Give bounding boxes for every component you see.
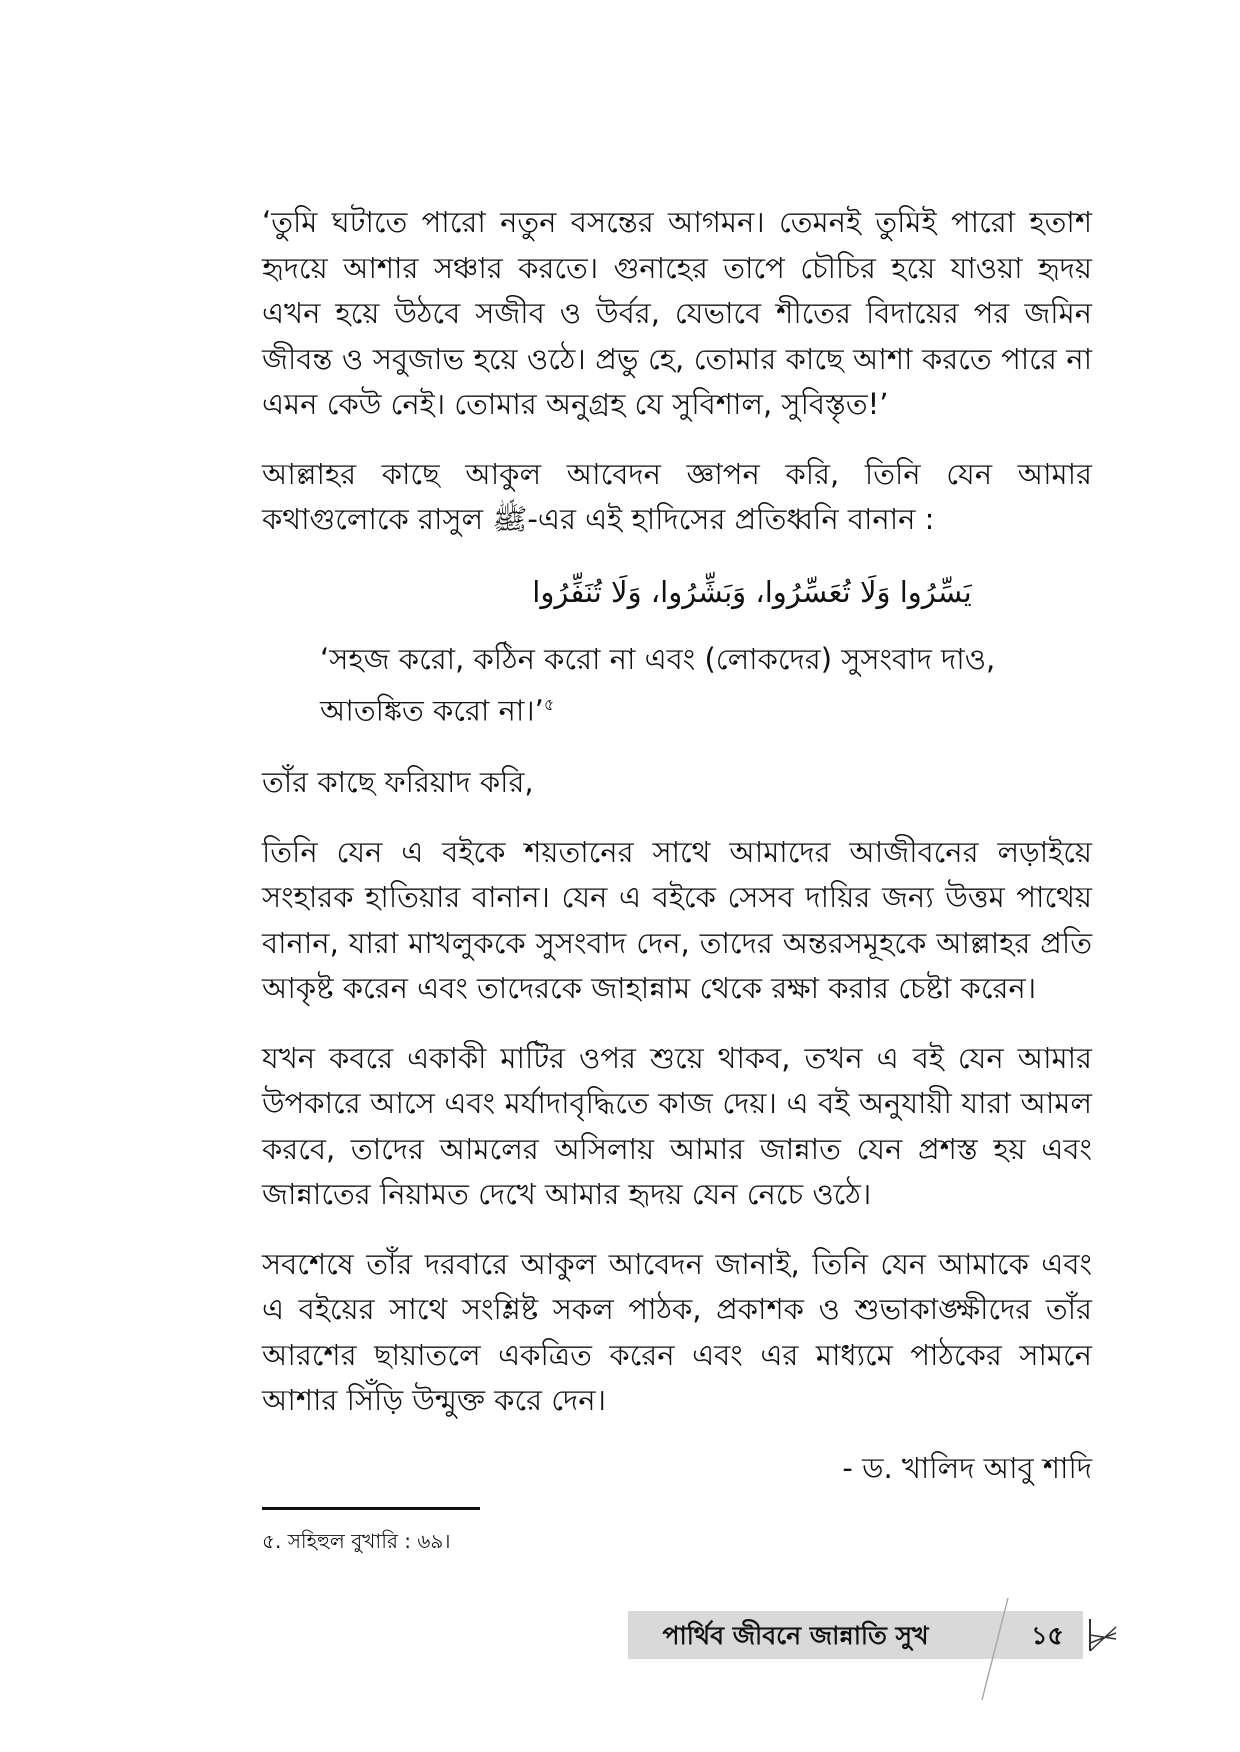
running-title: পার্থিব জীবনে জান্নাতি সুখ [662, 1621, 929, 1650]
paragraph-final-plea: সবশেষে তাঁর দরবারে আকুল আবেদন জানাই, তিনি যেন আমাকে এবং এ বইয়ের সাথে সংশ্লিষ্ট সকল পাঠক, প্রকাশক ও শুভাকাঙ্ক্ষীদের তাঁর আরশের ছায়াতলে একত্রিত করেন এবং এর মাধ্যমে পাঠকের সামনে আশার সিঁড়ি উন্মুক্ত করে দেন। [262, 1246, 1092, 1418]
paragraph-book-weapon: তিনি যেন এ বইকে শয়তানের সাথে আমাদের আজীবনের লড়াইয়ে সংহারক হাতিয়ার বানান। যেন এ বইকে সেসব দায়ির জন্য উত্তম পাথেয় বানান, যারা মাখলুককে সুসংবাদ দেন, তাদের অন্তরসমূহকে আল্লাহর প্রতি আকৃষ্ট করেন এবং তাদেরকে জাহান্নাম থেকে রক্ষা করার চেষ্টা করেন। [262, 834, 1092, 1006]
corner-ornament-icon [1088, 1611, 1118, 1659]
hadith-translation-text: ‘সহজ করো, কঠিন করো না এবং (লোকদের) সুসংবাদ দাও, আতঙ্কিত করো না।’ [320, 641, 996, 728]
footnote: ৫. সহিহুল বুখারি : ৬৯। [262, 1528, 451, 1553]
paragraph-supplication: আল্লাহর কাছে আকুল আবেদন জ্ঞাপন করি, তিনি যেন আমার কথাগুলোকে রাসুল ﷺ-এর এই হাদিসের প্রতিধ্বনি বানান : [262, 456, 1092, 536]
page-number: ১৫ [1031, 1621, 1064, 1650]
paragraph-opening-quote: ‘তুমি ঘটাতে পারো নতুন বসন্তের আগমন। তেমনই তুমিই পারো হতাশ হৃদয়ে আশার সঞ্চার করতে। গুনাহের তাপে চৌচির হয়ে যাওয়া হৃদয় এখন হয়ে উঠবে সজীব ও উর্বর, যেভাবে শীতের বিদায়ের পর জমিন জীবন্ত ও সবুজাভ হয়ে ওঠে। প্রভু হে, তোমার কাছে আশা করতে পারে না এমন কেউ নেই। তোমার অনুগ্রহ যে সুবিশাল, সুবিস্তৃত!’ [262, 205, 1092, 421]
footnote-divider [262, 1507, 480, 1510]
hadith-translation [262, 637, 1020, 735]
author-signature: - ড. খালিদ আবু শাদি [842, 1450, 1092, 1485]
paragraph-grave: যখন কবরে একাকী মাটির ওপর শুয়ে থাকব, তখন এ বই যেন আমার উপকারে আসে এবং মর্যাদাবৃদ্ধিতে কাজ দেয়। এ বই অনুযায়ী যারা আমল করবে, তাদের আমলের অসিলায় আমার জান্নাত যেন প্রশস্ত হয় এবং জান্নাতের নিয়ামত দেখে আমার হৃদয় যেন নেচে ওঠে। [262, 1040, 1092, 1212]
arabic-hadith: يَسِّرُوا وَلَا تُعَسِّرُوا، وَبَشِّرُوا، وَلَا تُنَفِّرُوا [532, 574, 972, 609]
page-body [262, 200, 1092, 1556]
paragraph-plea: তাঁর কাছে ফরিয়াদ করি, [262, 765, 534, 800]
footnote-marker: ৫ [543, 695, 555, 714]
